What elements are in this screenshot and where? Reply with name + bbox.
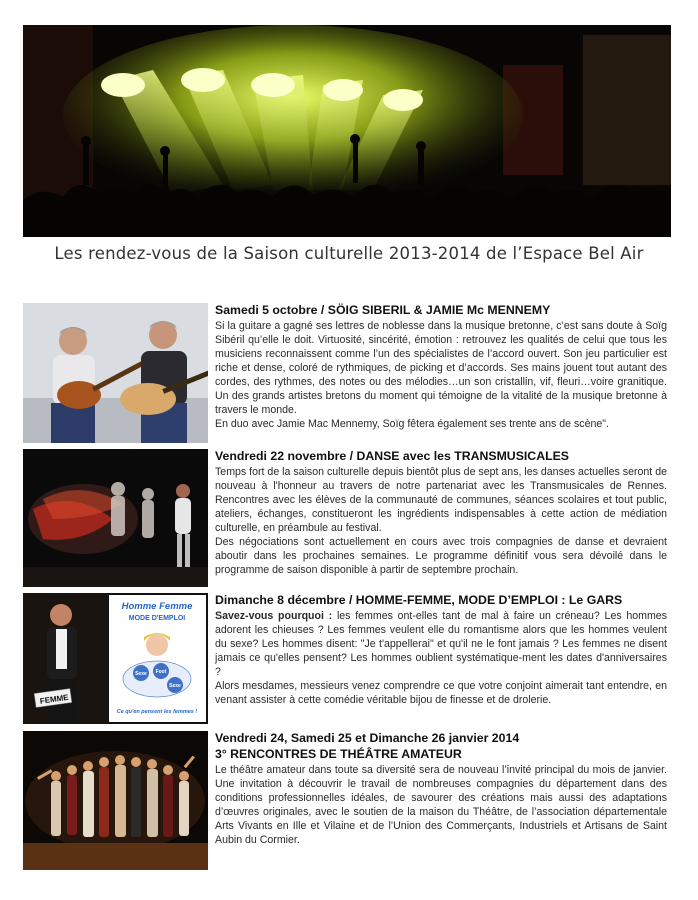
event-3-text	[215, 593, 667, 707]
event-1-paragraph-2: En duo avec Jamie Mac Mennemy, Soïg fêtera également ses trente ans de scène".	[215, 418, 609, 431]
poster-bubble-3: Sexe	[169, 683, 181, 689]
concert-photo	[23, 25, 671, 237]
event-3-paragraph-1	[215, 609, 667, 679]
event-1-title: Samedi 5 octobre / SÖIG SIBERIL & JAMIE Mc MENNEMY	[215, 303, 551, 317]
event-4-title: Vendredi 24, Samedi 25 et Dimanche 26 janvier 2014	[215, 731, 520, 745]
event-3-lead: Savez-vous pourquoi :	[215, 610, 333, 622]
poster-tagline: Ce qu'en pensent les femmes !	[116, 709, 198, 715]
event-3-paragraph-1-text: les femmes ont-elles tant de mal à faire un créneau? Les hommes adorent les chieuses ? Les femmes veulent elle du romantisme alors que les hommes veulent du sexe? Les hommes disent: "Je t'appellerai" et qu'il ne le font jamais ? Les femmes ne disent jamais ce qu'elles pensent? Les hommes oublient systématique-ment les dates d'anniversaires ?	[215, 610, 667, 679]
event-2-text	[215, 449, 667, 577]
event-2-photo	[23, 449, 208, 587]
event-2-title: Vendredi 22 novembre / DANSE avec les TRANSMUSICALES	[215, 449, 569, 463]
page-headline: Les rendez-vous de la Saison culturelle 2013-2014 de l’Espace Bel Air	[54, 244, 644, 263]
poster-bubble-1: Sexe	[135, 671, 147, 677]
event-3-title: Dimanche 8 décembre / HOMME-FEMME, MODE D’EMPLOI : Le GARS	[215, 593, 623, 607]
event-1-photo	[23, 303, 208, 443]
event-4-paragraph-1: Le théâtre amateur dans toute sa diversité sera de nouveau l’invité principal du mois de janvier. Une invitation à découvrir le travail de nombreuses compagnies du département dans des conditions professionnelles idéales, de savourer des créations mais aussi des adaptations d’œuvres originales, avec le soutien de la maison du Théâtre, de l’association départementale Arts Vivants en Ille et Vilaine et de l’Union des Commerçants, Industriels et Artisans de Saint Aubin du Cormier.	[215, 764, 667, 847]
poster-title-1: Homme Femme	[121, 601, 193, 612]
event-2-paragraph-2: Des négociations sont actuellement en cours avec trois compagnies de danse et devraient aboutir dans les prochaines semaines. Le programme définitif vous sera dévoilé dans le programme de saison disponible à partir de septembre prochain.	[215, 536, 667, 577]
event-4-photo	[23, 731, 208, 870]
event-3-photo	[23, 593, 208, 724]
event-1-text	[215, 303, 667, 431]
event-3-paragraph-2: Alors mesdames, messieurs venez comprendre ce que votre conjoint aimerait tant entendre, en venant assister à cette comédie véritable bijou de finesse et de drolerie.	[215, 680, 667, 707]
event-2-paragraph-1: Temps fort de la saison culturelle depuis bientôt plus de sept ans, les danses actuelles seront de nouveau à l'honneur au travers de notre partenariat avec les Transmusicales de Rennes. Rencontres avec les élèves de la communauté de communes, séances scolaires et tout public, ateliers, échanges, constitueront les ingrédients indispensables à cette action de médiation culturelle, en préambule au festival.	[215, 466, 667, 535]
event-4-subtitle: 3° RENCONTRES DE THÉÂTRE AMATEUR	[215, 747, 462, 761]
poster-sign-label: FEMME	[39, 692, 70, 706]
event-4-text	[215, 731, 667, 847]
poster-bubble-2: Foot	[155, 669, 167, 675]
event-1-paragraph-1: Si la guitare a gagné ses lettres de noblesse dans la musique bretonne, c’est sans doute à Soïg Sibéril qu’elle le doit. Virtuosité, sincérité, émotion : retrouvez les qualités de celui que tous les musiciens reconnaissent comme l’un des spécialistes de l’accord ouvert. Son jeu particulier est riche et dense, coloré de rythmiques, de picking et d’accords. Ses mains jouent tout autant des cordes, des rythmes, des notes ou des mélodies…un son cristallin, vif, fleuri…voire granitique. Un des grands artistes bretons du moment qui témoigne de la vitalité de la musique bretonne à travers le monde.	[215, 320, 667, 417]
poster-title-2: MODE D'EMPLOI	[128, 615, 186, 622]
